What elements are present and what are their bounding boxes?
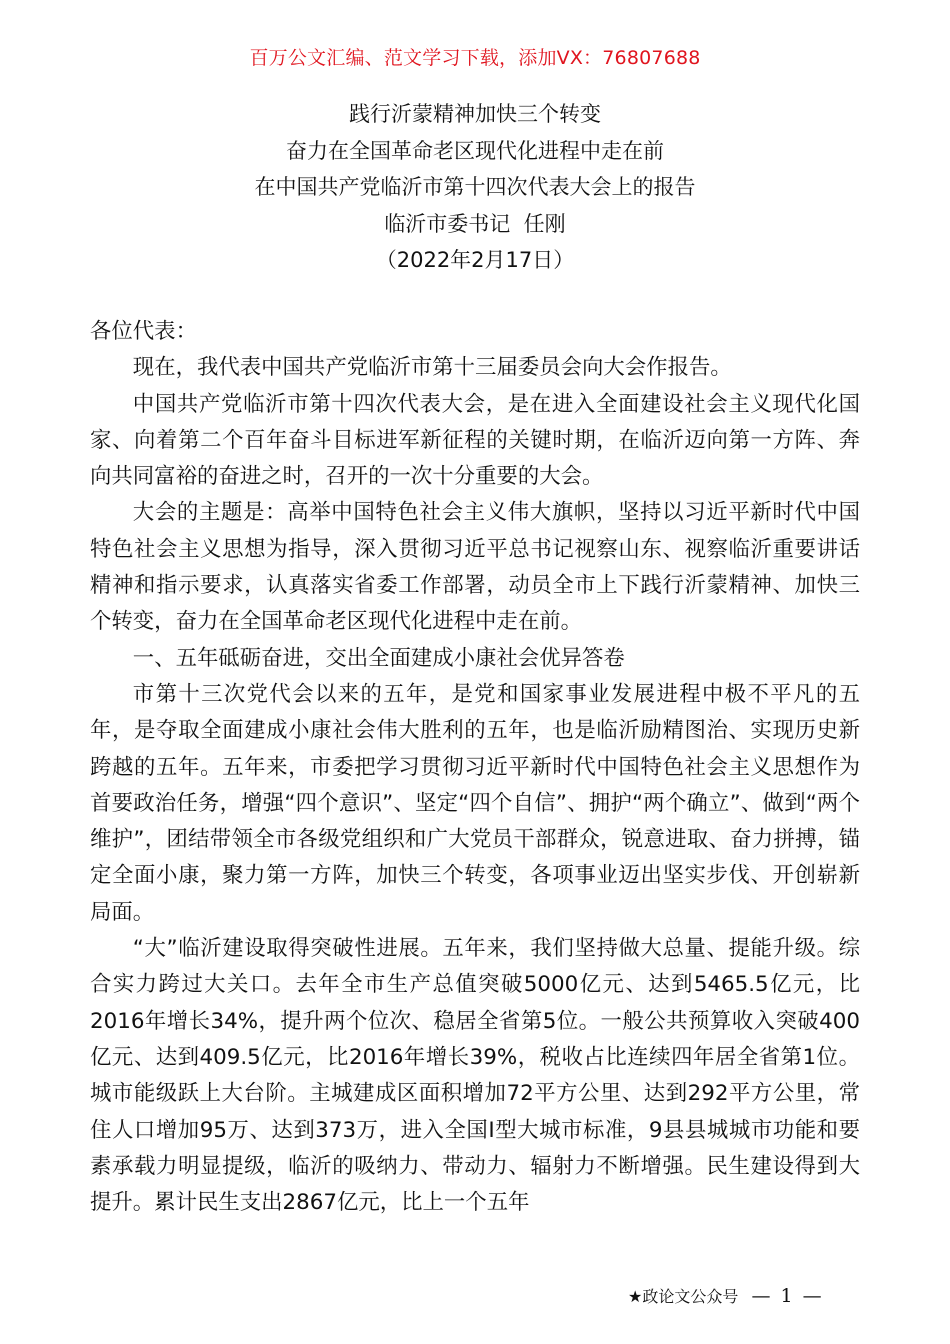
watermark-banner: 百万公文汇编、范文学习下载，添加VX：76807688 (249, 47, 701, 69)
footer-source: ★政论文公众号 (628, 1287, 739, 1306)
section-heading: 一、五年砥砺奋进，交出全面建成小康社会优异答卷 (132, 645, 625, 671)
paragraph: “大”临沂建设取得突破性进展。五年来，我们坚持做大总量、提能升级。综合实力跨过大关口。去年全市生产总值突破5000亿元、达到5465.5亿元，比2016年增长34%，提升两个位次、稳居全省第5位。一般公共预算收入突破400亿元、达到409.5亿元，比2016年增长39%，税收占比连续四年居全省第1位。城市能级跃上大台阶。主城建成区面积增加72平方公里、达到292平方公里，常住人口增加95万、达到373万，进入全国Ⅰ型大城市标准，9县县城城市功能和要素承载力明显提级，临沂的吸纳力、带动力、辐射力不断增强。民生建设得到大提升。累计民生支出2867亿元，比上一个五年 (90, 936, 860, 1216)
paragraph: 大会的主题是：高举中国特色社会主义伟大旗帜，坚持以习近平新时代中国特色社会主义思想为指导，深入贯彻习近平总书记视察山东、视察临沂重要讲话精神和指示要求，认真落实省委工作部署，动员全市上下践行沂蒙精神、加快三个转变，奋力在全国革命老区现代化进程中走在前。 (90, 500, 860, 635)
page-footer (628, 1284, 824, 1309)
document-title (0, 96, 950, 279)
title-line-main: 践行沂蒙精神加快三个转变 (349, 102, 601, 126)
title-line-subtitle: 奋力在全国革命老区现代化进程中走在前 (286, 138, 664, 163)
paragraph: 现在，我代表中国共产党临沂市第十三届委员会向大会作报告。 (132, 355, 732, 381)
document-body (90, 314, 860, 1221)
salutation: 各位代表： (90, 319, 197, 344)
title-line-occasion: 在中国共产党临沂市第十四次代表大会上的报告 (254, 175, 696, 199)
paragraph: 中国共产党临沂市第十四次代表大会，是在进入全面建设社会主义现代化国家、向着第二个百年奋斗目标进军新征程的关键时期，在临沂迈向第一方阵、奔向共同富裕的奋进之时，召开的一次十分重要的大会。 (90, 391, 860, 490)
paragraph: 市第十三次党代会以来的五年，是党和国家事业发展进程中极不平凡的五年，是夺取全面建成小康社会伟大胜利的五年，也是临沂励精图治、实现历史新跨越的五年。五年来，市委把学习贯彻习近平新时代中国特色社会主义思想作为首要政治任务，增强“四个意识”、坚定“四个自信”、拥护“两个确立”、做到“两个维护”，团结带领全市各级党组织和广大党员干部群众，锐意进取、奋力拼搏，锚定全面小康，聚力第一方阵，加快三个转变，各项事业迈出坚实步伐、开创崭新局面。 (90, 681, 860, 925)
title-line-date: （2022年2月17日） (375, 248, 575, 272)
title-line-author: 临沂市委书记 任刚 (384, 211, 566, 236)
page-number: — 1 — (751, 1285, 824, 1307)
